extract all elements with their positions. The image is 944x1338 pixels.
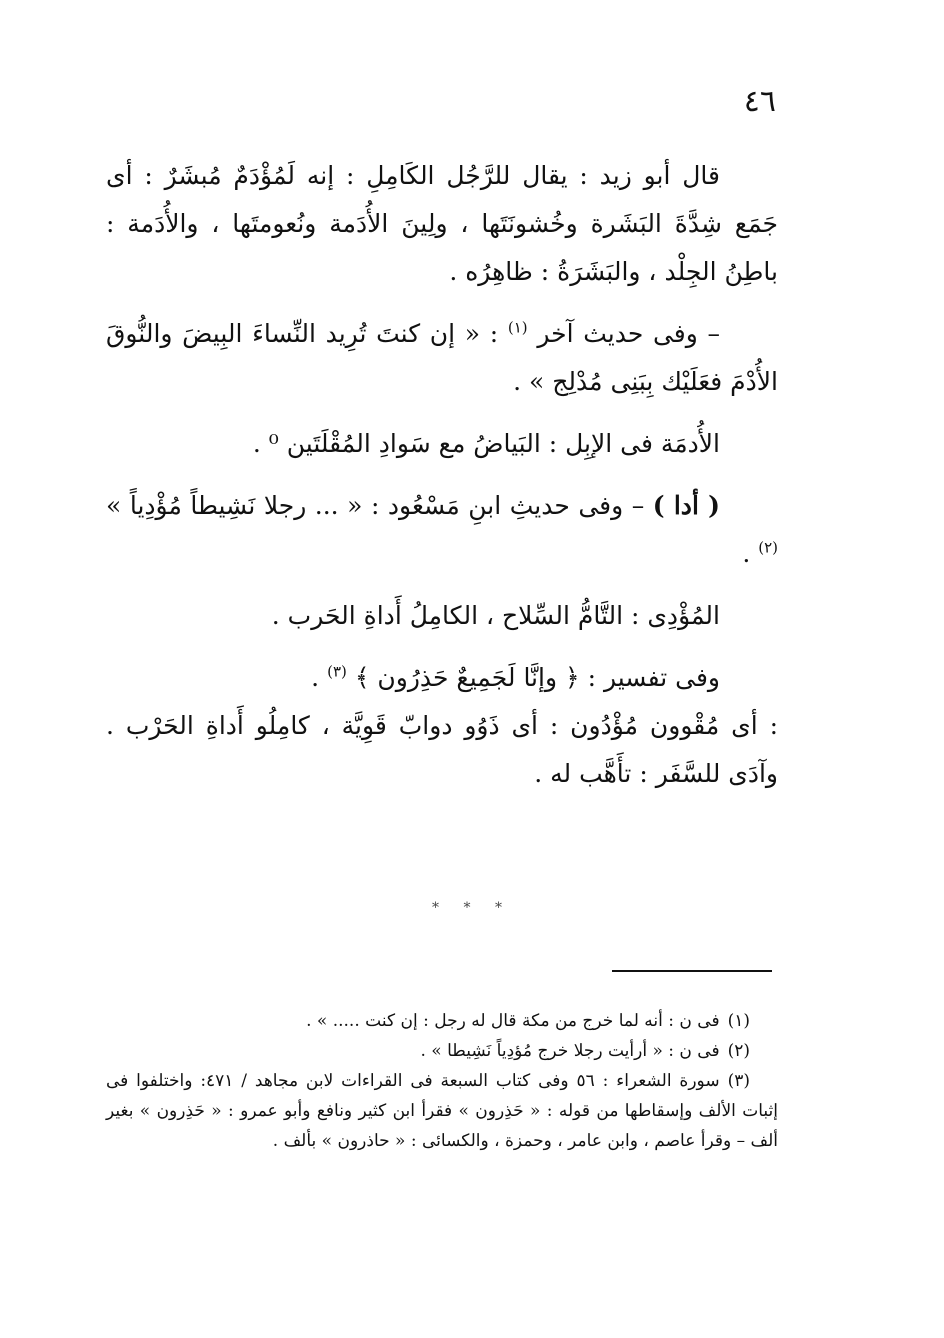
paragraph-tafsir — [106, 654, 778, 702]
footnote-2-text: فى ن : « أرأيت رجلا خرج مُؤدِياً نَشِيطا » . — [420, 1041, 720, 1061]
footnote-3-number: (٣) — [727, 1071, 750, 1091]
paragraph-muqwun: : أى مُقْوون مُؤْدُون : أى ذَوُو دوابّ قَوِيَّة ، كامِلُو أَداةِ الحَرْب . وآدَى للسَّفَر : تأَهَّب له . — [106, 711, 778, 788]
paragraph-another-hadith — [106, 310, 778, 406]
footnote-3 — [106, 1066, 778, 1156]
section-separator: * * * — [432, 900, 512, 916]
footnote-ref-1: (١) — [507, 318, 528, 337]
paragraph-ibn-masud-text: – وفى حديثِ ابنِ مَسْعُود : « ... رجلا نَشِيطاً مُؤْدِياً » — [106, 491, 645, 520]
paragraph-abu-zayd: قال أبو زيد : يقال للرَّجُل الكَامِلِ : إنه لَمُؤْدَمٌ مُبشَرٌ : أى جَمَع شِدَّةَ البَشَرة وخُشونَتَها ، ولِينَ الأُدَمة ونُعومتَها ، والأُدَمة : باطِنُ الجِلْد ، والبَشَرَةُ : ظاهِرُه . — [106, 161, 778, 286]
footnotes — [106, 1006, 778, 1156]
footnote-1 — [106, 1006, 778, 1036]
footnote-2 — [106, 1036, 778, 1066]
paragraph-camel-whiteness: الأُدمَة فى الإبِل : البَياضُ مع سَوادِ المُقْلَتَين ⁰ . — [252, 429, 720, 458]
main-text — [106, 152, 778, 812]
footnote-3-text: سورة الشعراء : ٥٦ وفى كتاب السبعة فى القراءات لابن مجاهد / ٤٧١: واختلفوا فى إثبات الألف وإسقاطها من قوله : « حَذِرون » فقرأ ابن كثير ونافع وأبو عمرو : « حَذِرون » بغير ألف – وقرأ عاصم ، وابن عامر ، وحمزة ، والكسائى : « حاذرون » بألف . — [106, 1071, 778, 1151]
paragraph-another-hadith-lead: – وفى حديث آخر — [537, 319, 721, 348]
footnote-ref-3: (٣) — [327, 662, 347, 681]
page-number: ٤٦ — [743, 84, 776, 119]
paragraph-muadi-definition: المُؤْدِى : التَّامُّ السِّلاح ، الكامِلُ أَداةِ الحَرب . — [271, 601, 720, 630]
footnote-rule — [612, 970, 772, 972]
footnote-1-text: فى ن : أنه لما خرج من مكة قال له رجل : إن كنت ..... » . — [306, 1011, 720, 1031]
footnote-1-number: (١) — [727, 1011, 750, 1031]
paragraph-tafsir-end: . — [311, 663, 320, 692]
paragraph-ibn-masud-end: . — [742, 539, 751, 568]
footnote-ref-2: (٢) — [758, 538, 778, 557]
paragraph-ibn-masud — [106, 482, 778, 578]
paragraph-another-hadith-quote: : « إن كنتَ تُرِيد النِّساءَ البِيضَ والنُّوقَ الأُدْمَ فعَلَيْك بِبَنِى مُدْلِج » . — [106, 319, 778, 396]
entry-heading-ada: ( أدا ) — [652, 491, 720, 520]
paragraph-tafsir-text: وفى تفسير : ﴿ وإنَّا لَجَمِيعٌ حَذِرُون ﴾ — [354, 663, 720, 692]
footnote-2-number: (٢) — [727, 1041, 750, 1061]
